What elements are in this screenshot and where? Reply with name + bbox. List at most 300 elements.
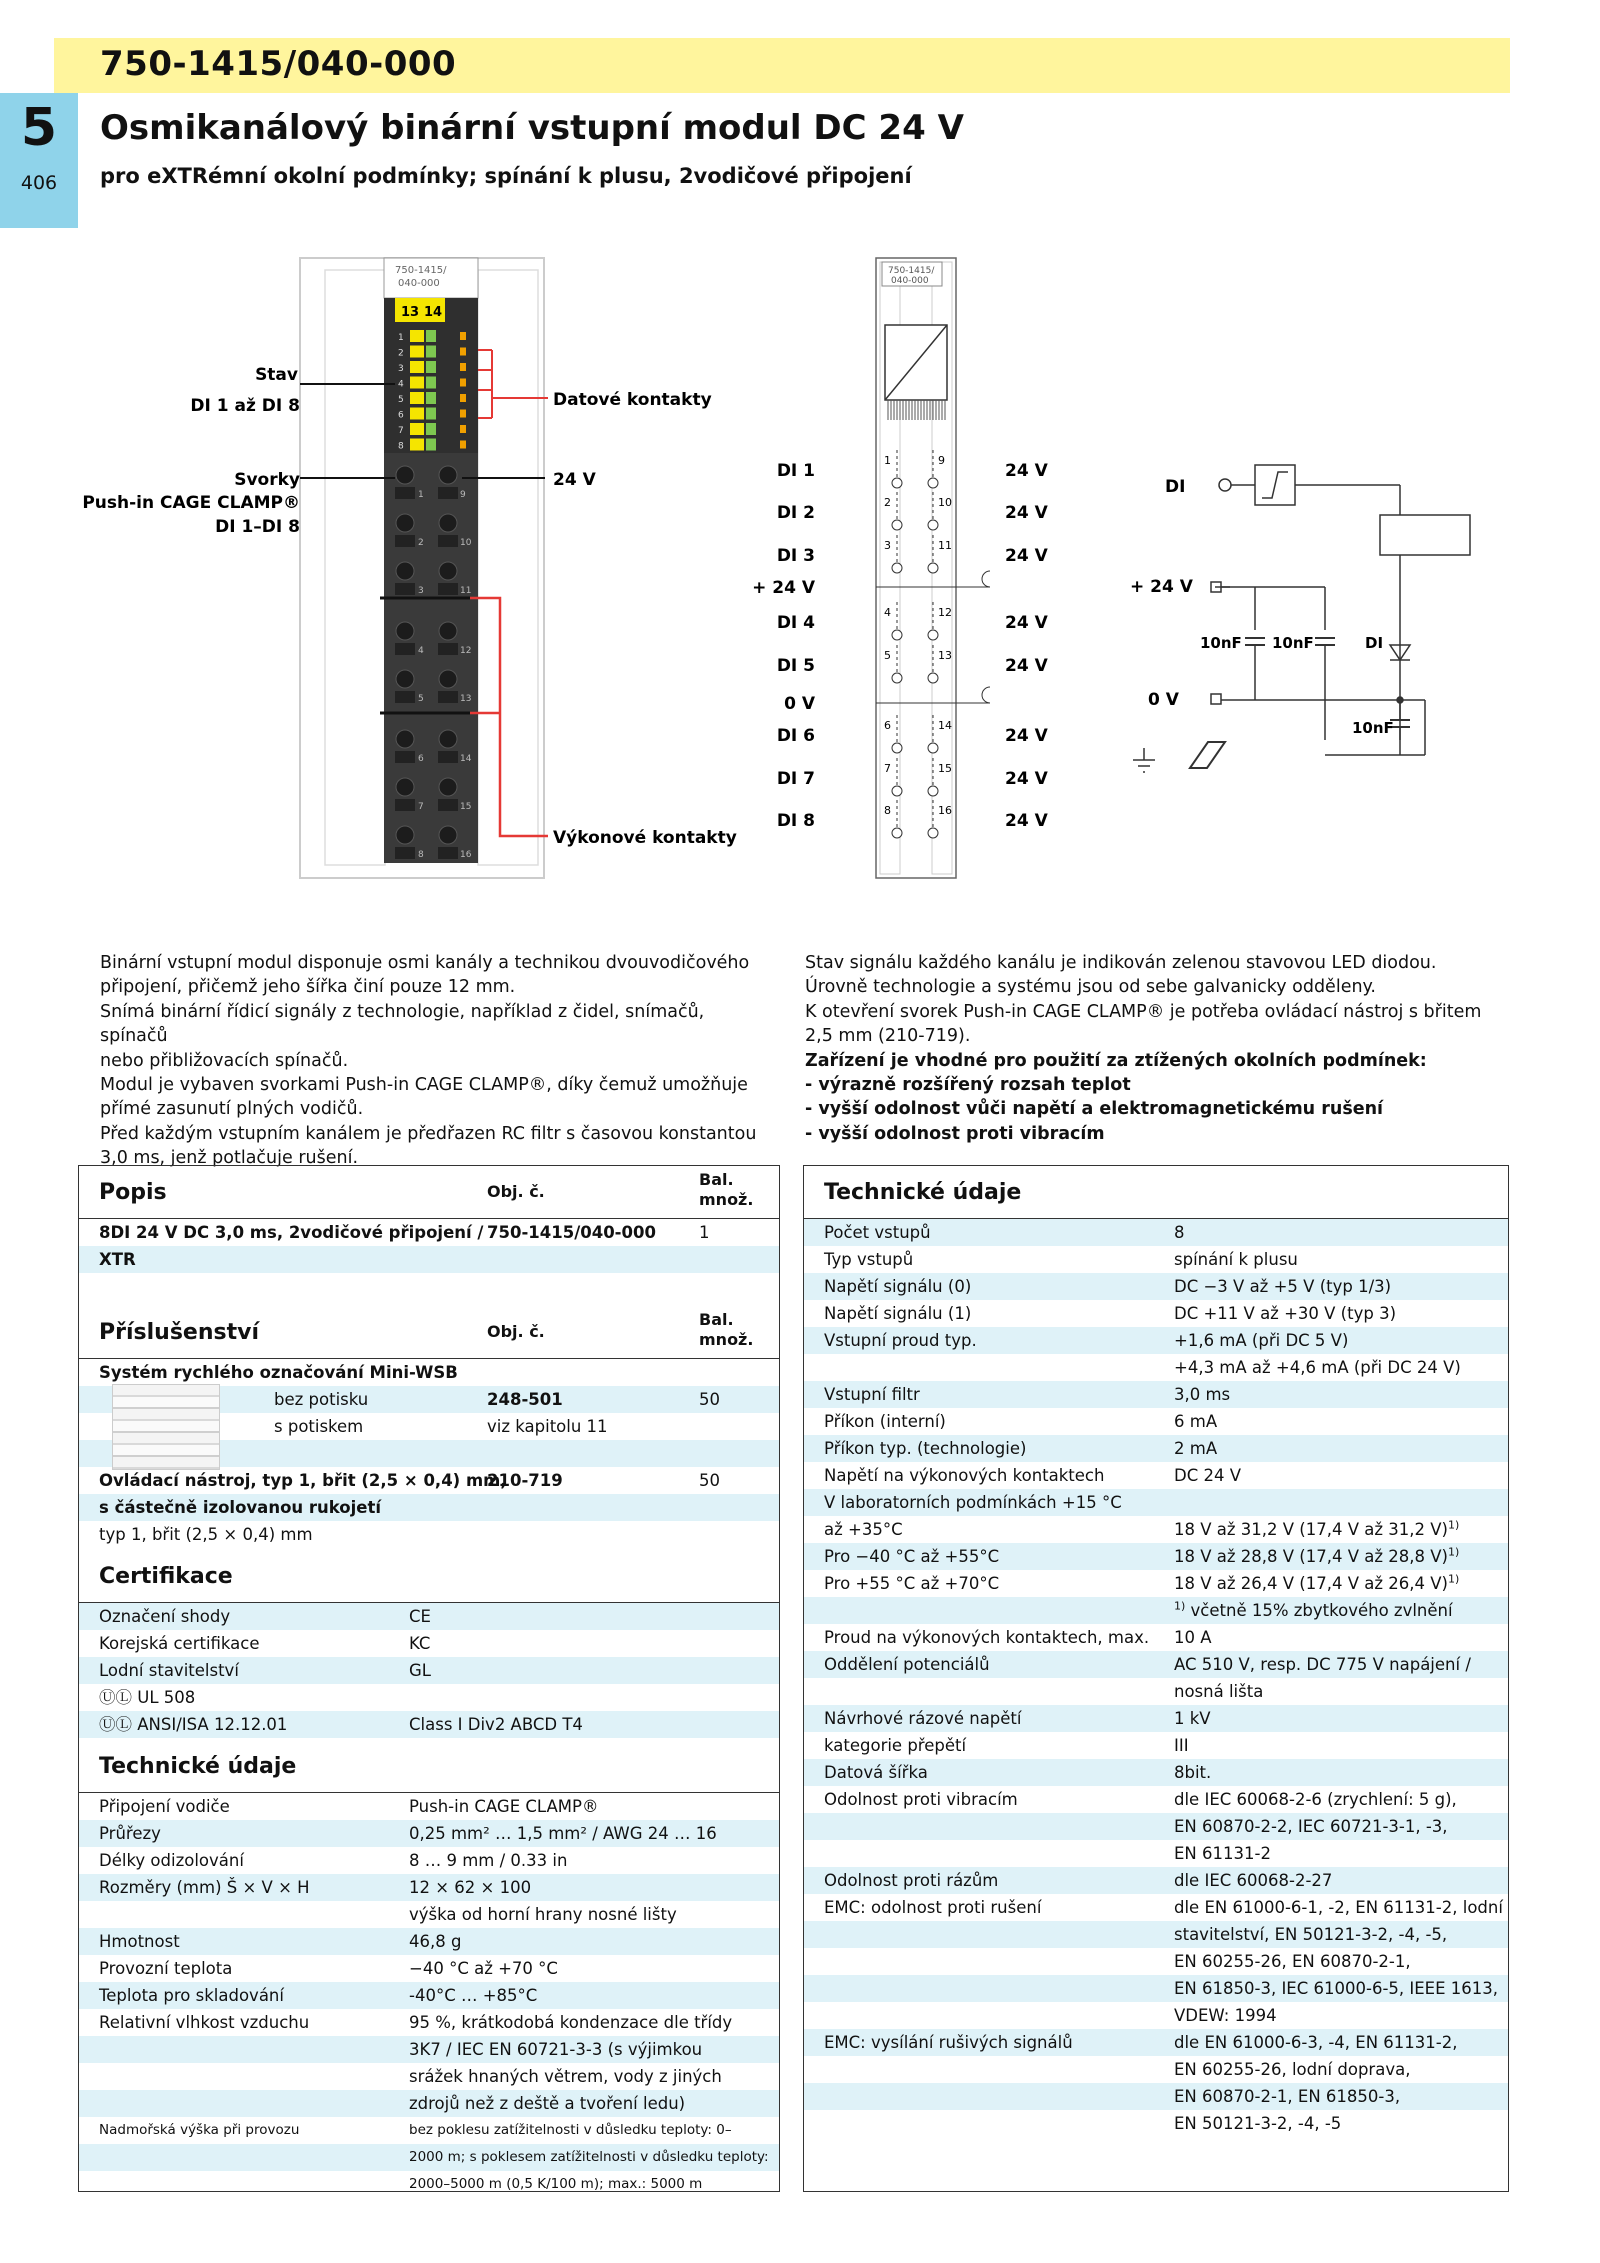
clamp-number: 16 [460,850,472,860]
pin-number: 15 [938,762,952,775]
intro-line: připojení, přičemž jeho šířka činí pouze 12 mm. [100,977,516,998]
table-row [804,2110,1508,2137]
table-cell: DC +11 V až +30 V (typ 3) [1174,1304,1397,1323]
data-contact [460,410,466,418]
section-header [79,1550,779,1603]
section-title: Technické údaje [99,1754,297,1779]
table-cell: Systém rychlého označování Mini-WSB [99,1363,458,1382]
svg-text:DI: DI [1165,477,1186,497]
svg-text:10nF: 10nF [1272,634,1314,652]
wiring-terminal [928,520,938,530]
clamp-number: 15 [460,802,472,812]
table-cell: Odolnost proti vibracím [824,1790,1018,1809]
table-cell: −40 °C až +70 °C [409,1959,558,1978]
table-cell: kategorie přepětí [824,1736,967,1755]
data-contacts-label: Datové kontakty [553,390,712,410]
table-cell: ⓊⓁ UL 508 [99,1688,196,1707]
table-cell: 46,8 g [409,1932,462,1951]
status-led [410,330,424,342]
table-cell: Provozní teplota [99,1959,233,1978]
wiring-terminal [892,828,902,838]
table-row [804,1921,1508,1948]
table-row [804,1975,1508,2002]
table-row [79,2144,779,2171]
clamp-hole[interactable] [439,826,457,844]
clamp-release[interactable] [438,487,458,499]
column-header: Bal. [699,1170,734,1189]
wiring-terminal [928,743,938,753]
wiring-right-label: 24 V [1005,811,1048,831]
table-cell: 8 [1174,1223,1185,1242]
clamp-release[interactable] [438,583,458,595]
intro-feature-line: - vyšší odolnost proti vibracím [805,1123,1105,1144]
clamp-release[interactable] [438,799,458,811]
wiring-terminal [892,630,902,640]
pin-number: 10 [938,496,952,509]
table-cell: 18 V až 31,2 V (17,4 V až 31,2 V)$^{1)}$ [1174,1518,1460,1539]
clamp-release[interactable] [395,535,415,547]
table-row [804,1624,1508,1651]
table-cell: XTR [99,1250,136,1269]
table-row [804,1786,1508,1813]
data-contact [460,348,466,356]
table-cell: dle EN 61000-6-1, -2, EN 61131-2, lodní [1174,1898,1503,1917]
table-cell: EN 60870-2-1, EN 61850-3, [1174,2087,1401,2106]
table-cell: III [1174,1736,1189,1755]
table-cell: Push-in CAGE CLAMP® [409,1797,599,1816]
svg-text:0 V: 0 V [1148,690,1179,710]
wiring-right-label: 24 V [1005,461,1048,481]
table-cell: 1 kV [1174,1709,1211,1728]
table-row [804,1732,1508,1759]
wiring-left-label: DI 6 [776,726,815,746]
table-row [804,1840,1508,1867]
clamp-release[interactable] [438,691,458,703]
pin-number: 8 [884,804,891,817]
led-number: 3 [398,364,404,374]
table-cell: Průřezy [99,1824,161,1843]
table-row [79,2063,779,2090]
table-row [79,1711,779,1738]
clamp-release[interactable] [395,847,415,859]
pin-number: 16 [938,804,952,817]
table-row [79,1982,779,2009]
led-window [426,330,436,342]
clamp-hole[interactable] [396,730,414,748]
table-row [804,1462,1508,1489]
table-row [804,1435,1508,1462]
table-cell: Korejská certifikace [99,1634,260,1653]
table-row [79,1901,779,1928]
intro-line: K otevření svorek Push-in CAGE CLAMP® je potřeba ovládací nástroj s břitem [805,1001,1482,1022]
table-cell: Hmotnost [99,1932,180,1951]
wiring-terminal [928,828,938,838]
pin-number: 7 [884,762,891,775]
table-cell: dle EN 61000-6-3, -4, EN 61131-2, [1174,2033,1458,2052]
table-row [804,1381,1508,1408]
table-row [804,1570,1508,1597]
status-led [410,392,424,404]
intro-line: Binární vstupní modul disponuje osmi kanály a technikou dvouvodičového [100,953,750,973]
table-cell: Ovládací nástroj, typ 1, břit (2,5 × 0,4) mm, [99,1471,507,1490]
section-header [79,1166,779,1219]
table-cell: Proud na výkonových kontaktech, max. [824,1628,1150,1647]
column-header: množ. [699,1330,754,1349]
pin-number: 9 [938,454,945,467]
clamp-hole[interactable] [396,622,414,640]
table-cell: Pro +55 °C až +70°C [824,1574,1000,1593]
table-cell: 8bit. [1174,1763,1212,1782]
table-cell: Připojení vodiče [99,1797,230,1816]
table-cell: bez potisku [274,1390,369,1409]
pin-number: 12 [938,606,952,619]
table-cell: Relativní vlhkost vzduchu [99,2013,310,2032]
table-row [804,1948,1508,1975]
wiring-terminal [892,478,902,488]
page-number: 406 [20,172,58,194]
table-cell: Pro −40 °C až +55°C [824,1547,1000,1566]
table-row [79,1820,779,1847]
table-row [79,2171,779,2198]
clamp-hole[interactable] [439,514,457,532]
pin-number: 2 [884,496,891,509]
intro-line: Úrovně technologie a systému jsou od sebe galvanicky odděleny. [805,977,1376,998]
clamp-number: 7 [418,802,424,812]
pin-number: 13 [938,649,952,662]
wiring-right-label: 24 V [1005,656,1048,676]
table-cell: +4,3 mA až +4,6 mA (při DC 24 V) [1174,1358,1461,1377]
table-cell: až +35°C [824,1520,903,1539]
wiring-terminal [928,786,938,796]
clamp-release[interactable] [395,691,415,703]
table-cell: Lodní stavitelství [99,1661,239,1680]
table-row [804,1894,1508,1921]
page-subtitle: pro eXTRémní okolní podmínky; spínání k plusu, 2vodičové připojení [100,164,912,188]
table-cell: s částečně izolovanou rukojetí [99,1498,382,1517]
module-label-line1: 750-1415/ [395,265,447,276]
table-row [79,1246,779,1273]
clamp-hole[interactable] [439,562,457,580]
table-row [804,1300,1508,1327]
table-cell: Oddělení potenciálů [824,1655,990,1674]
wiring-left-label: DI 8 [776,811,815,831]
diagrams [0,0,1600,940]
table-cell: GL [409,1661,431,1680]
table-row [79,1657,779,1684]
intro-line: Snímá binární řídicí signály z technologie, například z čidel, snímačů, spínačů [100,1001,705,1047]
table-row [79,1928,779,1955]
svg-text:+ 24 V: + 24 V [1130,577,1193,597]
wiring-right-label: 24 V [1005,769,1048,789]
table-cell: výška od horní hrany nosné lišty [409,1905,677,1924]
wiring-left-label: DI 2 [776,503,815,523]
table-row [804,1867,1508,1894]
svg-text:040-000: 040-000 [891,276,929,286]
clamp-hole[interactable] [396,778,414,796]
table-row [804,1246,1508,1273]
clamp-hole[interactable] [396,514,414,532]
table-cell: s potiskem [274,1417,364,1436]
intro-line: Před každým vstupním kanálem je předřazen RC filtr s časovou konstantou [100,1123,757,1144]
table-row [804,1597,1508,1624]
terminals-label-3: DI 1–DI 8 [215,517,300,537]
pin-number: 14 [938,719,952,732]
wiring-left-label: DI 4 [776,613,815,633]
table-cell: Příkon typ. (technologie) [824,1439,1027,1458]
product-code: 750-1415/040-000 [100,44,457,84]
circuit-diagram [1133,465,1470,772]
table-cell: spínání k plusu [1174,1250,1298,1269]
led-number: 2 [398,348,404,359]
table-cell: 0,25 mm² … 1,5 mm² / AWG 24 … 16 [409,1824,717,1843]
table-cell: Návrhové rázové napětí [824,1709,1022,1728]
intro-feature-line: - výrazně rozšířený rozsah teplot [805,1075,1131,1096]
clamp-hole[interactable] [439,778,457,796]
table-row [79,1684,779,1711]
terminal-14: 14 [424,305,443,320]
wiring-left-label: DI 3 [776,546,815,566]
data-contact [460,394,466,402]
clamp-release[interactable] [438,847,458,859]
table-row [79,2009,779,2036]
table-cell: Napětí signálu (1) [824,1304,972,1323]
wiring-right-label: 24 V [1005,726,1048,746]
led-window [426,346,436,358]
table-cell: Napětí na výkonových kontaktech [824,1466,1105,1485]
table-cell: V laboratorních podmínkách +15 °C [824,1493,1122,1512]
status-led [410,361,424,373]
wiring-right-label: 24 V [1005,613,1048,633]
table-cell: 2000–5000 m (0,5 K/100 m); max.: 5000 m [409,2176,703,2192]
mini-wsb-image [112,1384,220,1470]
table-cell: +1,6 mA (při DC 5 V) [1174,1331,1349,1350]
clamp-hole[interactable] [439,466,457,484]
table-cell: EN 50121-3-2, -4, -5 [1174,2114,1342,2133]
wiring-terminal [892,563,902,573]
column-header: Bal. [699,1310,734,1329]
terminals-label-2: Push-in CAGE CLAMP® [82,493,300,513]
intro-left [100,951,770,1171]
wiring-terminal [892,743,902,753]
clamp-hole[interactable] [439,730,457,748]
table-cell: viz kapitolu 11 [487,1417,608,1436]
clamp-hole[interactable] [396,826,414,844]
clamp-hole[interactable] [396,466,414,484]
pin-number: 6 [884,719,891,732]
column-header: množ. [699,1190,754,1209]
table-cell: 248-501 [487,1390,563,1409]
clamp-number: 8 [418,850,424,860]
led-window [426,392,436,404]
status-led [410,408,424,420]
table-row [804,1678,1508,1705]
clamp-release[interactable] [438,751,458,763]
clamp-number: 10 [460,538,472,548]
table-cell: 8 … 9 mm / 0.33 in [409,1851,568,1870]
table-cell: Odolnost proti rázům [824,1871,999,1890]
clamp-release[interactable] [395,643,415,655]
clamp-release[interactable] [395,799,415,811]
intro-right [805,951,1505,1146]
clamp-release[interactable] [395,583,415,595]
power-contacts-label: Výkonové kontakty [553,828,737,848]
table-cell: bez poklesu zatížitelnosti v důsledku teploty: 0– [409,2122,732,2138]
led-number: 7 [398,426,404,436]
section-title: Technické údaje [824,1180,1022,1205]
table-cell: Počet vstupů [824,1223,931,1242]
table-cell: 50 [699,1390,720,1409]
table-cell: ⓊⓁ ANSI/ISA 12.12.01 [99,1715,288,1734]
table-row [804,1759,1508,1786]
wiring-right-label: 24 V [1005,503,1048,523]
circuit-labels [1130,477,1394,737]
led-number: 4 [398,379,404,390]
intro-line: Modul je vybaven svorkami Push-in CAGE CLAMP®, díky čemuž umožňuje [100,1075,748,1096]
clamp-release[interactable] [395,487,415,499]
table-row [804,1705,1508,1732]
v24-label: 24 V [553,470,596,490]
section-title: Popis [99,1180,167,1205]
table-row [79,2090,779,2117]
table-cell: EN 61850-3, IEC 61000-6-5, IEEE 1613, [1174,1979,1499,1998]
status-label-1: Stav [255,365,298,385]
table-row [804,1273,1508,1300]
clamp-number: 6 [418,754,424,764]
table-row [804,1543,1508,1570]
status-led [410,423,424,435]
table-cell: 95 %, krátkodobá kondenzace dle třídy [409,2013,733,2032]
table-cell: 2 mA [1174,1439,1218,1458]
table-row [79,1467,779,1494]
table-row [79,1521,779,1548]
column-header: Obj. č. [487,1322,545,1341]
status-led [410,377,424,389]
table-cell: Příkon (interní) [824,1412,946,1431]
status-led [410,346,424,358]
table-cell: CE [409,1607,431,1626]
table-cell: EN 61131-2 [1174,1844,1271,1863]
table-cell: zdrojů než z deště a tvoření ledu) [409,2094,686,2113]
clamp-number: 13 [460,694,472,704]
led-number: 1 [398,333,404,343]
wiring-diagram [752,258,1048,878]
wiring-terminal [928,563,938,573]
data-contact [460,441,466,449]
table-row [79,1359,779,1386]
table-cell: VDEW: 1994 [1174,2006,1277,2025]
led-window [426,408,436,420]
clamp-number: 4 [418,646,424,656]
status-led [410,439,424,451]
table-cell: Vstupní proud typ. [824,1331,977,1350]
table-row [79,1847,779,1874]
section-header [79,1306,779,1359]
table-cell: DC −3 V až +5 V (typ 1/3) [1174,1277,1392,1296]
table-cell: 3,0 ms [1174,1385,1231,1404]
table-row [79,1630,779,1657]
table-row [79,1219,779,1246]
intro-line: nebo přibližovacích spínačů. [100,1050,349,1071]
chapter-number: 5 [20,98,58,158]
clamp-release[interactable] [438,535,458,547]
table-cell: EN 60255-26, lodní doprava, [1174,2060,1411,2079]
pin-number: 4 [884,606,891,619]
table-row [804,1219,1508,1246]
section-title: Příslušenství [99,1320,259,1345]
table-cell: 210-719 [487,1471,563,1490]
clamp-hole[interactable] [396,562,414,580]
table-cell: dle IEC 60068-2-27 [1174,1871,1333,1890]
table-cell: 1 [699,1223,710,1242]
table-row [79,1603,779,1630]
table-row [804,1651,1508,1678]
table-cell: 18 V až 26,4 V (17,4 V až 26,4 V)$^{1)}$ [1174,1572,1460,1593]
clamp-number: 1 [418,490,424,500]
right-panel [803,1165,1509,2192]
wiring-left-label: + 24 V [752,578,815,598]
wiring-left-label: DI 5 [776,656,815,676]
wiring-right-label: 24 V [1005,546,1048,566]
section-header [79,1740,779,1793]
wiring-terminal [892,673,902,683]
module-drawing [82,258,736,878]
clamp-release[interactable] [395,751,415,763]
table-row [79,1874,779,1901]
clamp-hole[interactable] [396,670,414,688]
table-cell: DC 24 V [1174,1466,1241,1485]
table-cell: srážek hnaných větrem, vody z jiných [409,2067,722,2086]
data-contact [460,363,466,371]
table-cell: KC [409,1634,431,1653]
clamp-number: 11 [460,586,472,596]
clamp-release[interactable] [438,643,458,655]
intro-feature-line: - vyšší odolnost vůči napětí a elektromagnetickému rušení [805,1099,1384,1120]
wiring-terminal [928,673,938,683]
table-cell: 10 A [1174,1628,1212,1647]
clamp-number: 9 [460,490,466,500]
led-number: 6 [398,410,404,421]
table-cell: 2000 m; s poklesem zatížitelnosti v důsledku teploty: [409,2149,769,2165]
table-row [79,1494,779,1521]
clamp-hole[interactable] [439,670,457,688]
terminal-13: 13 [401,305,420,320]
table-row [804,2083,1508,2110]
table-row [804,2002,1508,2029]
table-row [79,1793,779,1820]
table-cell: Teplota pro skladování [99,1986,284,2005]
table-row [79,2036,779,2063]
table-row [804,1489,1508,1516]
wiring-terminal [892,520,902,530]
svg-text:10nF: 10nF [1200,634,1242,652]
table-row [79,1955,779,1982]
led-window [426,361,436,373]
column-header: Obj. č. [487,1182,545,1201]
intro-feature-line: Zařízení je vhodné pro použití za ztížených okolních podmínek: [805,1050,1427,1071]
wiring-terminal [928,478,938,488]
svg-text:750-1415/: 750-1415/ [888,266,935,276]
wiring-terminal [892,786,902,796]
table-cell: 8DI 24 V DC 3,0 ms, 2vodičové připojení / [99,1223,484,1242]
table-cell: EMC: vysílání rušivých signálů [824,2033,1073,2052]
clamp-number: 3 [418,586,424,596]
table-cell: Vstupní filtr [824,1385,920,1404]
data-contact [460,425,466,433]
table-row [804,2029,1508,2056]
clamp-hole[interactable] [439,622,457,640]
table-cell: 12 × 62 × 100 [409,1878,532,1897]
page-title: Osmikanálový binární vstupní modul DC 24 V [100,108,964,148]
